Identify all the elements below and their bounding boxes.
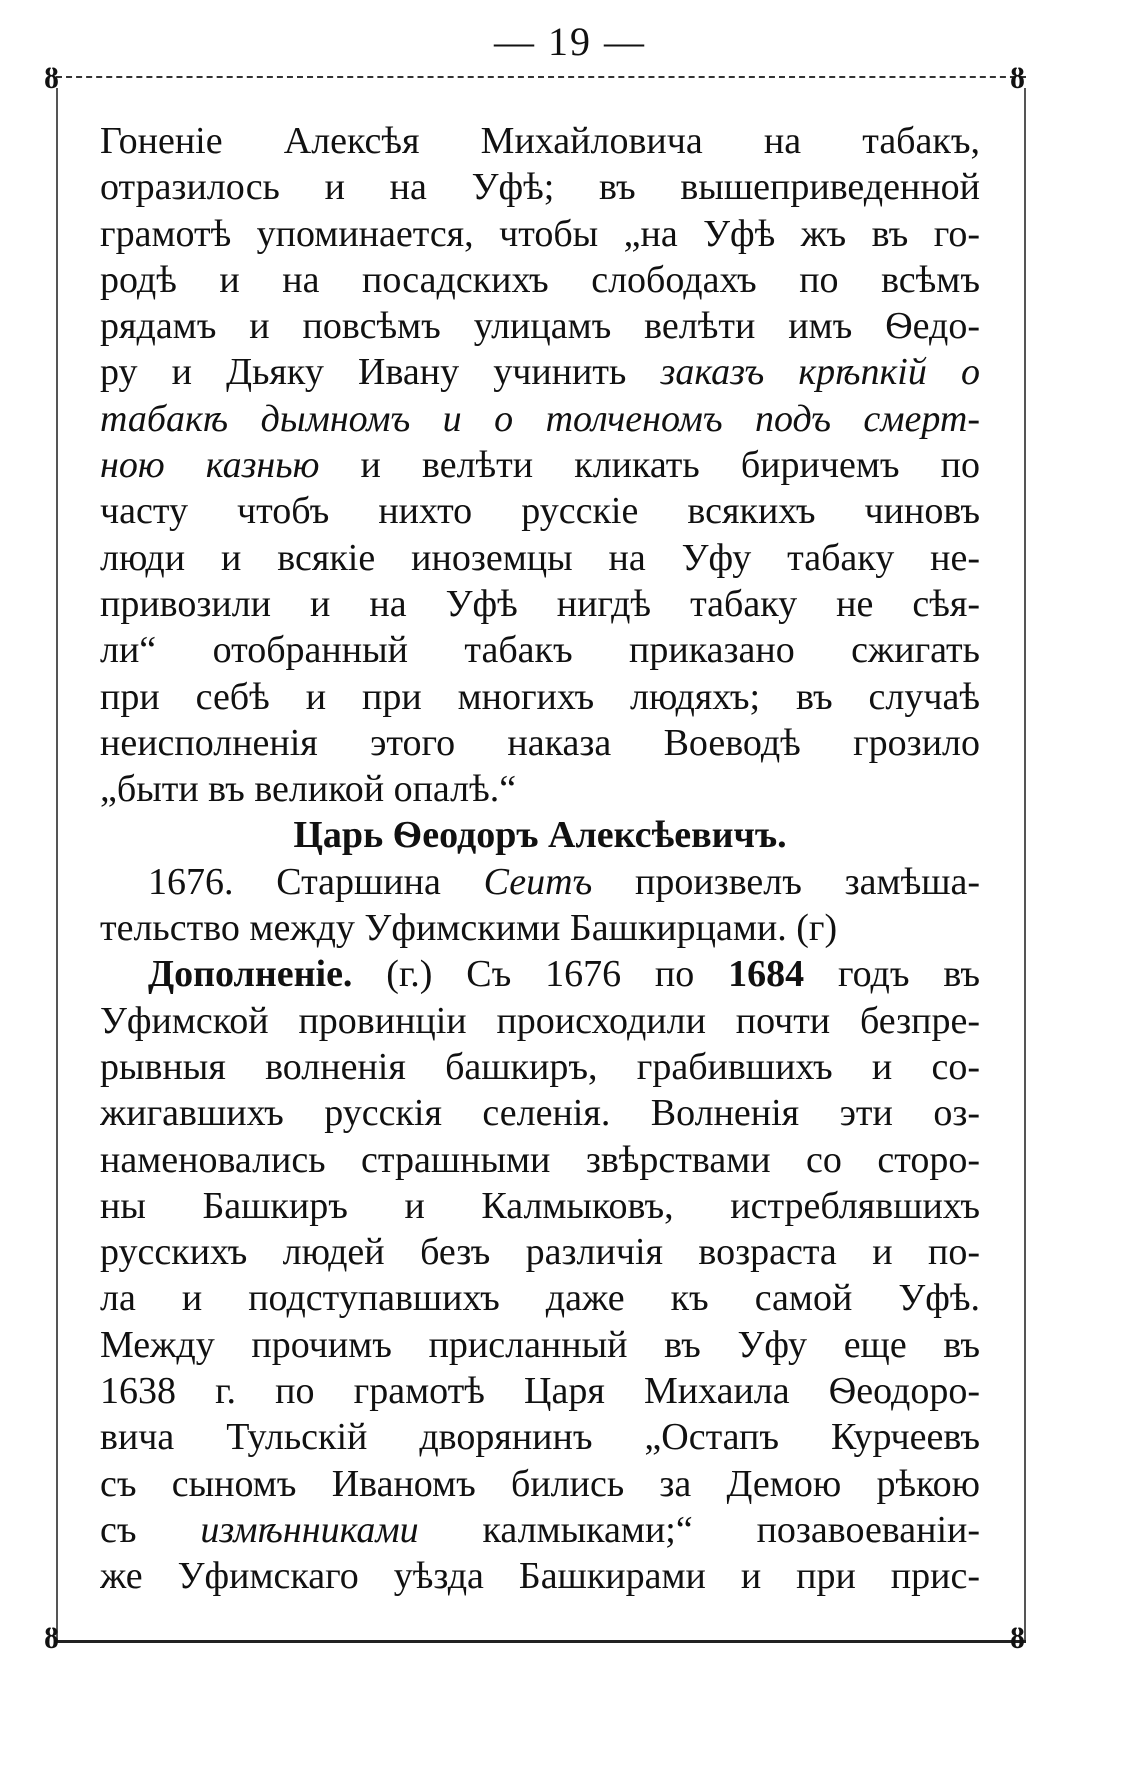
paragraph-tobacco	[100, 118, 980, 812]
text-line: отразилось и на Уфѣ; въ вышеприведенной	[100, 166, 980, 209]
text-line: рядамъ и повсѣмъ улицамъ велѣти имъ Ѳедо-	[100, 305, 980, 348]
text-run: калмыками;“ позавоеванiи-	[418, 1508, 980, 1551]
text-line: ны Башкиръ и Калмыковъ, истреблявшихъ	[100, 1184, 980, 1227]
text-line: Гоненіе Алексѣя Михайловича на табакъ,	[100, 120, 980, 162]
paragraph-1676	[100, 859, 980, 952]
text-line	[100, 396, 980, 442]
text-line: грамотѣ упоминается, чтобы „на Уфѣ жъ въ го-	[100, 212, 980, 255]
text-line: жигавшихъ русскія селенія. Волненія эти оз-	[100, 1092, 980, 1135]
top-rule	[56, 76, 1026, 78]
text-line: ли“ отобранный табакъ приказано сжигать	[100, 629, 980, 672]
bold-run: 1684	[728, 953, 805, 996]
text-line	[100, 951, 980, 997]
text-line: русскихъ людей безъ различія возраста и по-	[100, 1231, 980, 1274]
italic-run: заказъ крѣпкій о	[660, 351, 980, 394]
text-run: 1676. Старшина	[148, 860, 484, 903]
text-run: произвелъ замѣша-	[592, 860, 980, 903]
italic-run: Сеитъ	[483, 860, 593, 903]
text-line: Между прочимъ присланный въ Уфу еще въ	[100, 1323, 980, 1366]
ornament-bottom-left-icon: ȣ	[44, 1622, 60, 1655]
text-line: вича Тульскій дворянинъ „Остапъ Курчеевъ	[100, 1416, 980, 1459]
text-line: 1638 г. по грамотѣ Царя Михаила Ѳеодоро-	[100, 1370, 980, 1413]
text-line: съ сыномъ Иваномъ бились за Демою рѣкою	[100, 1462, 980, 1505]
bottom-rule	[56, 1640, 1026, 1643]
text-line: часту чтобъ нихто русскіе всякихъ чиновъ	[100, 490, 980, 533]
page-text	[100, 118, 980, 1600]
text-run: и велѣти кликать биричемъ по	[319, 444, 980, 487]
bold-run: Дополненіе.	[148, 953, 353, 996]
page-number: — 19 —	[494, 19, 646, 64]
text-line: неисполненія этого наказа Воеводѣ грозило	[100, 721, 980, 764]
text-run: съ	[100, 1508, 201, 1551]
text-line: же Уфимскаго уѣзда Башкирами и при прис-	[100, 1555, 980, 1598]
left-frame-line	[56, 88, 58, 1640]
text-line: наменовались страшными звѣрствами со сторо-	[100, 1138, 980, 1181]
text-line: ла и подступавшихъ даже къ самой Уфѣ.	[100, 1277, 980, 1320]
text-run: ру и Дьяку Ивану учинить	[100, 351, 661, 394]
text-line: родѣ и на посадскихъ слободахъ по всѣмъ	[100, 258, 980, 301]
text-line: привозили и на Уфѣ нигдѣ табаку не сѣя-	[100, 582, 980, 625]
text-line: тельство между Уфимскими Башкирцами. (г)	[100, 907, 838, 950]
italic-run: измѣнниками	[200, 1508, 419, 1551]
text-line: „быти въ великой опалѣ.“	[100, 768, 517, 811]
text-line	[100, 1507, 980, 1553]
text-line: Уфимской провинціи происходили почти безпре-	[100, 999, 980, 1042]
text-line	[100, 859, 980, 905]
text-line	[100, 349, 980, 395]
ornament-top-right-icon: ȣ	[1010, 62, 1026, 95]
text-run: годъ въ	[804, 953, 980, 996]
ornament-top-left-icon: ȣ	[44, 62, 60, 95]
ornament-bottom-right-icon: ȣ	[1010, 1622, 1026, 1655]
paragraph-addition	[100, 951, 980, 1599]
right-frame-line	[1024, 88, 1026, 1640]
text-line: люди и всякіе иноземцы на Уфу табаку не-	[100, 536, 980, 579]
italic-run: ною казнью	[100, 444, 320, 487]
text-line: рывныя волненія башкиръ, грабившихъ и со-	[100, 1045, 980, 1088]
section-heading: Царь Ѳеодоръ Алексѣевичъ.	[293, 814, 787, 857]
text-run: (г.) Съ 1676 по	[352, 953, 729, 996]
text-line: при себѣ и при многихъ людяхъ; въ случаѣ	[100, 675, 980, 718]
italic-run: табакѣ дымномъ и о толченомъ подъ смерт-	[100, 397, 980, 440]
text-line	[100, 442, 980, 488]
